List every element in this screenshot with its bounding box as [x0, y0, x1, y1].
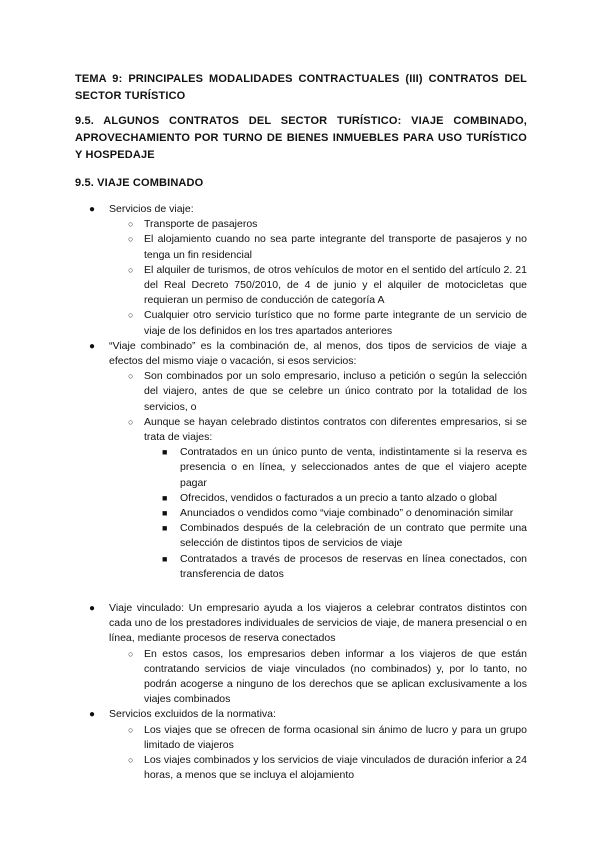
circle-bullet-icon: ○ — [128, 310, 134, 321]
circle-bullet-icon: ○ — [128, 371, 134, 382]
circle-bullet-icon: ○ — [128, 219, 134, 230]
list-item-servicios — [89, 202, 527, 339]
circle-bullet-icon: ○ — [128, 234, 134, 245]
circle-bullet-icon: ○ — [128, 264, 134, 275]
excluidos-sublist — [109, 723, 527, 784]
list-item-excluidos — [89, 707, 527, 783]
bullet-icon: ● — [89, 603, 96, 614]
square-bullet-icon: ■ — [162, 508, 168, 519]
bullet-icon: ● — [89, 204, 96, 215]
list-item: ○ El alquiler de turismos, de otros vehículos de motor en el sentido del artículo 2. 21 del Real Decreto 750/2010, de 4 de junio y el alquiler de motocicletas que requieran un permiso de conducción de categoría A — [128, 263, 527, 307]
list-item: ○ Aunque se hayan celebrado distintos contratos con diferentes empresarios, si se trata de viajes: ■ Contratados en un único punto de venta, indistintamente si la reserva es presencia o en línea, y seleccionados antes de que el viajero acepte pagar ■ Ofrecidos, vendidos o facturados a un precio a tanto alzado o global ■ Anunciados o vendidos como “viaje combinado” o denominación similar ■ Combinados después de la celebración de un contrato que permite una selección de distintos tipos de servicios de viaje ■ Contratados a través de procesos de reservas en línea conectados, con transferencia de datos — [144, 415, 527, 582]
list-item: ○ Cualquier otro servicio turístico que no forme parte integrante de un servicio de viaje de los definidos en los tres apartados anteriores — [128, 309, 527, 337]
circle-bullet-icon: ○ — [128, 416, 134, 427]
bullet-icon: ● — [89, 709, 96, 721]
list-item: ○ El alojamiento cuando no sea parte integrante del transporte de pasajeros y no tenga un fin residencial — [128, 233, 527, 261]
list-item-viaje-combinado — [89, 339, 527, 582]
subsection-heading: 9.5. VIAJE COMBINADO — [75, 177, 204, 189]
viaje-vinculado-text: Viaje vinculado: Un empresario ayuda a los viajeros a celebrar contratos distintos con cada uno de los prestadores individuales de servicios de viaje, de manera presencial o en línea, mediante procesos de reserva conectados — [109, 602, 527, 645]
tema-heading: TEMA 9: PRINCIPALES MODALIDADES CONTRACTUALES (III) CONTRATOS DEL SECTOR TURÍSTICO — [75, 73, 527, 102]
section-heading: 9.5. ALGUNOS CONTRATOS DEL SECTOR TURÍSTICO: VIAJE COMBINADO, APROVECHAMIENTO POR TURNO DE BIENES INMUEBLES PARA USO TURÍSTICO Y HOSPEDAJE — [75, 115, 527, 161]
list-item-viaje-vinculado — [89, 601, 527, 707]
bullet-icon: ● — [89, 340, 96, 352]
list-item: ○ Son combinados por un solo empresario, incluso a petición o según la selección del viajero, antes de que se celebre un único contrato por la totalidad de los servicios, o — [128, 370, 527, 413]
viaje-vinculado-sublist — [109, 647, 527, 708]
content-block-1 — [0, 202, 600, 582]
square-bullet-icon: ■ — [162, 523, 168, 534]
list-item: ■ Combinados después de la celebración de un contrato que permite una selección de distintos tipos de servicios de viaje — [162, 522, 527, 550]
circle-bullet-icon: ○ — [128, 724, 134, 735]
viajes-sublist — [144, 445, 527, 582]
main-list-2 — [0, 601, 600, 783]
circle-bullet-icon: ○ — [128, 648, 134, 659]
list-item: ■ Contratados a través de procesos de reservas en línea conectados, con transferencia de datos — [162, 552, 527, 580]
excluidos-label: Servicios excluidos de la normativa: — [109, 708, 276, 721]
square-bullet-icon: ■ — [162, 553, 168, 564]
servicios-sublist — [109, 217, 527, 339]
circle-bullet-icon: ○ — [128, 755, 134, 766]
viaje-combinado-sublist — [109, 369, 527, 582]
list-item: ○ Los viajes combinados y los servicios de viaje vinculados de duración inferior a 24 horas, a menos que se incluya el alojamiento — [128, 754, 527, 782]
list-item: ■ Ofrecidos, vendidos o facturados a un precio a tanto alzado o global — [180, 491, 527, 506]
content-block-2 — [0, 601, 600, 783]
list-item: ○ En estos casos, los empresarios deben informar a los viajeros de que están contratando servicios de viaje vinculados (no combinados) y, por lo tanto, no podrán acogerse a ninguno de los derechos que se aplican exclusivamente a los viajes combinados — [128, 647, 527, 706]
square-bullet-icon: ■ — [162, 447, 168, 458]
list-item: ○ Los viajes que se ofrecen de forma ocasional sin ánimo de lucro y para un grupo limitado de viajeros — [128, 723, 527, 751]
viaje-combinado-text: “Viaje combinado” es la combinación de, al menos, dos tipos de servicios de viaje a efectos del mismo viaje o vacación, si esos servicios: — [109, 339, 527, 368]
servicios-label: Servicios de viaje: — [109, 203, 194, 215]
list-item: ■ Anunciados o vendidos como “viaje combinado” o denominación similar — [180, 506, 527, 521]
square-bullet-icon: ■ — [162, 492, 168, 503]
list-item: ■ Contratados en un único punto de venta, indistintamente si la reserva es presencia o en línea, y seleccionados antes de que el viajero acepte pagar — [162, 446, 527, 489]
list-item: ○ Transporte de pasajeros — [144, 217, 527, 232]
main-list — [0, 202, 600, 582]
